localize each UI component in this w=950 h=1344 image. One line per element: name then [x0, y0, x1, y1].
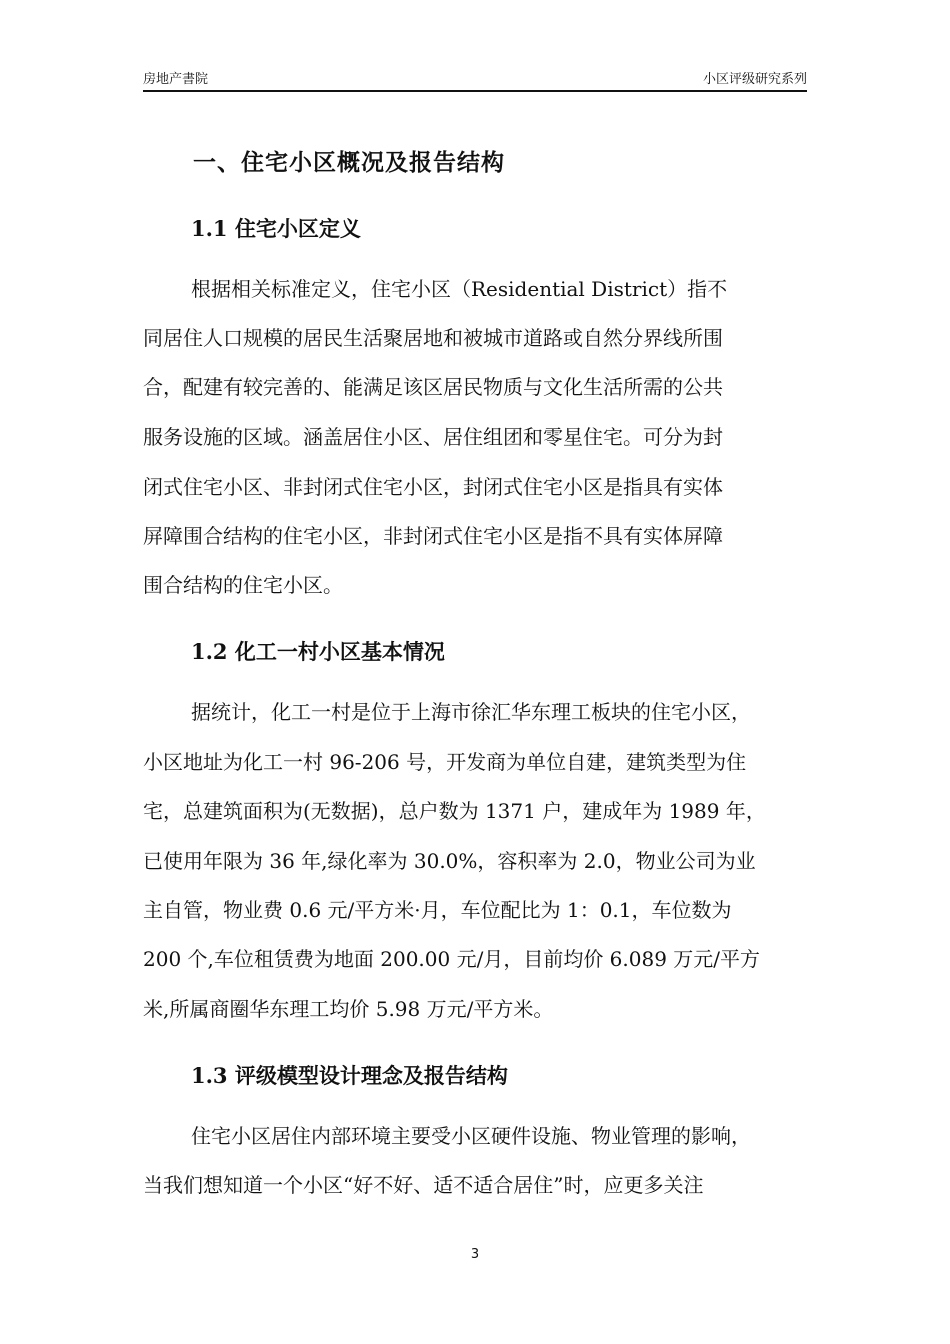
paragraph-line: 已使用年限为 36 年,绿化率为 30.0%，容积率为 2.0，物业公司为业 [143, 849, 756, 873]
paragraph-line: 屏障围合结构的住宅小区，非封闭式住宅小区是指不具有实体屏障 [143, 524, 723, 548]
paragraph-line: 小区地址为化工一村 96-206 号，开发商为单位自建，建筑类型为住 [143, 750, 747, 774]
paragraph-line: 米,所属商圈华东理工均价 5.98 万元/平方米。 [143, 997, 554, 1021]
paragraph-line: 围合结构的住宅小区。 [143, 573, 343, 597]
paragraph-line: 宅，总建筑面积为(无数据)，总户数为 1371 户，建成年为 1989 年， [143, 799, 766, 823]
paragraph-line: 服务设施的区域。涵盖居住小区、居住组团和零星住宅。可分为封 [143, 425, 723, 449]
paragraph-line: 合，配建有较完善的、能满足该区居民物质与文化生活所需的公共 [143, 375, 723, 399]
page-header [143, 66, 807, 92]
paragraph-line: 主自管，物业费 0.6 元/平方米·月，车位配比为 1：0.1，车位数为 [143, 898, 732, 922]
paragraph-line: 据统计，化工一村是位于上海市徐汇华东理工板块的住宅小区， [191, 700, 751, 724]
paragraph-line: 闭式住宅小区、非封闭式住宅小区，封闭式住宅小区是指具有实体 [143, 475, 723, 499]
header-series: 小区评级研究系列 [702, 72, 807, 87]
paragraph-line: 200 个,车位租赁费为地面 200.00 元/月，目前均价 6.089 万元/平方 [143, 947, 761, 971]
paragraph-line: 当我们想知道一个小区“好不好、适不适合居住”时，应更多关注 [143, 1173, 704, 1197]
paragraph-line: 住宅小区居住内部环境主要受小区硬件设施、物业管理的影响， [191, 1124, 751, 1148]
chapter-title: 一、住宅小区概况及报告结构 [193, 149, 505, 176]
header-publisher: 房地产書院 [143, 72, 209, 87]
paragraph-line: 根据相关标准定义，住宅小区（Residential District）指不 [191, 277, 728, 301]
section-heading-1-3: 1.3 评级模型设计理念及报告结构 [191, 1063, 508, 1088]
paragraph-line: 同居住人口规模的居民生活聚居地和被城市道路或自然分界线所围 [143, 326, 723, 350]
page-number: 3 [470, 1247, 480, 1262]
section-heading-1-2: 1.2 化工一村小区基本情况 [191, 639, 445, 664]
section-heading-1-1: 1.1 住宅小区定义 [191, 216, 361, 241]
